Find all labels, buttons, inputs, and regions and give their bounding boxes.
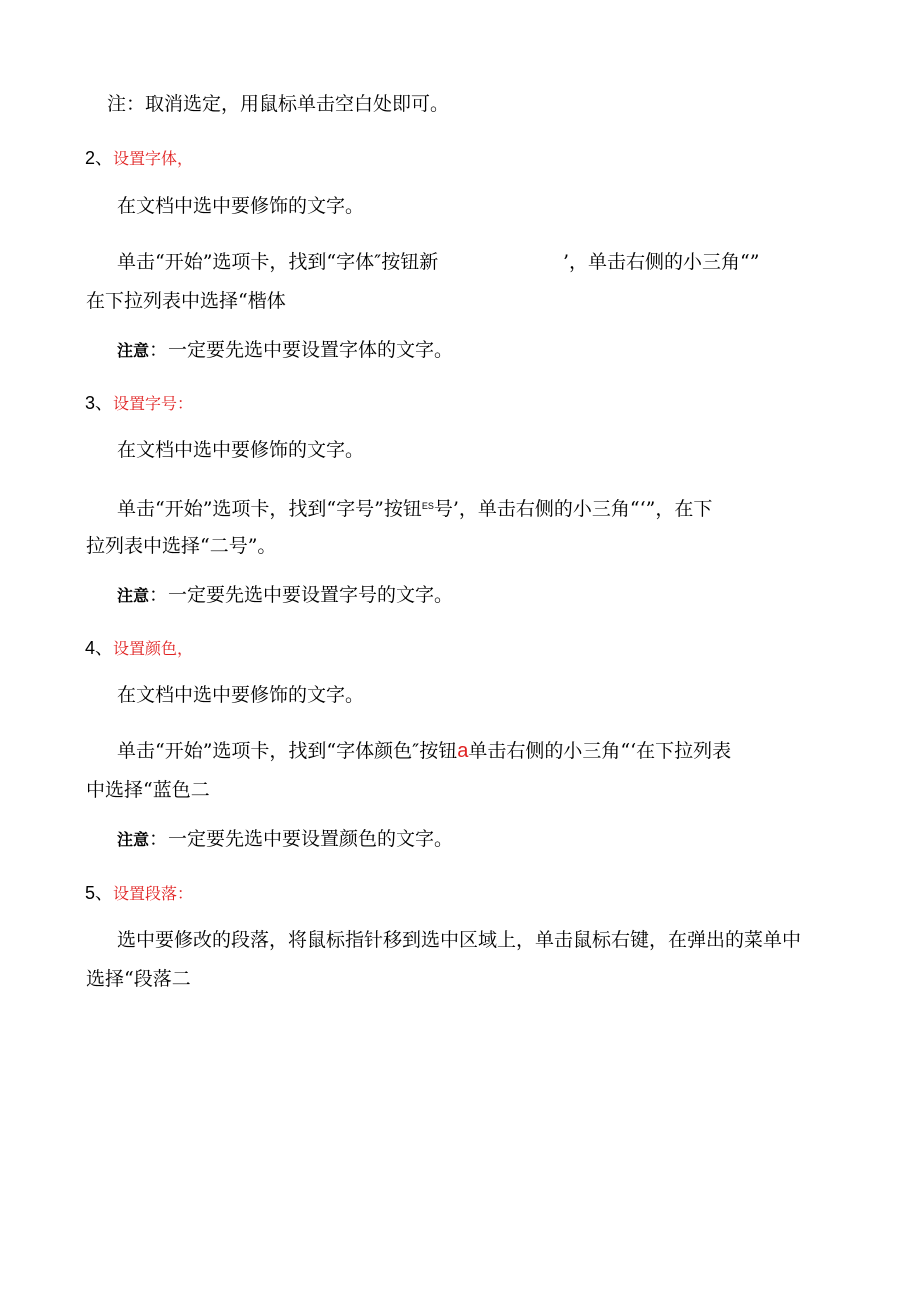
section-2-heading (85, 146, 193, 172)
section-5-title: 设置段落： (113, 886, 194, 903)
section-4-step-select: 在文档中选中要修饰的文字。 (117, 684, 365, 706)
section-4-title: 设置颜色， (113, 641, 194, 658)
font-color-button-icon: a (457, 740, 469, 762)
section-3-instruction-line2: 拉列表中选择“二号”。 (86, 535, 277, 557)
section-4-instruction-part2: 单击右侧的小三角“‘在下拉列表 (468, 740, 732, 762)
section-5-number: 5、 (85, 883, 114, 903)
section-2-step-select: 在文档中选中要修饰的文字。 (117, 195, 365, 217)
section-3-instruction-part2: 号’，单击右侧的小三角“‘”，在下 (433, 498, 713, 520)
section-3-step-select: 在文档中选中要修饰的文字。 (117, 439, 365, 461)
section-4-note-label: 注意 (117, 832, 150, 849)
section-2-note (117, 338, 453, 364)
section-4-instruction-line2: 中选择“蓝色二 (86, 779, 210, 801)
section-3-instruction-line1 (117, 494, 712, 521)
section-2-number: 2、 (85, 148, 114, 168)
section-4-note (117, 827, 453, 853)
section-3-note (117, 583, 453, 609)
section-2-note-text: ：一定要先选中要设置字体的文字。 (149, 339, 454, 361)
section-2-title: 设置字体， (113, 151, 194, 168)
section-4-heading (85, 636, 193, 662)
section-2-instruction-line1a: 单击“开始”选项卡，找到“字体″按钮新 (117, 251, 439, 273)
section-5-instruction-line1: 选中要修改的段落，将鼠标指针移到选中区域上，单击鼠标右键，在弹出的菜单中 (117, 929, 802, 951)
section-2-note-label: 注意 (117, 343, 150, 360)
section-3-instruction-part1: 单击“开始”选项卡，找到“字号”按钮 (117, 498, 422, 520)
font-size-button-icon: ES (421, 501, 434, 511)
section-4-number: 4、 (85, 638, 114, 658)
section-2-instruction-line1b: ’，单击右侧的小三角“” (563, 251, 760, 273)
section-4-instruction-part1: 单击“开始”选项卡，找到“字体颜色″按钮 (117, 740, 458, 762)
section-5-heading (85, 881, 193, 907)
section-3-title: 设置字号： (113, 396, 194, 413)
section-3-note-label: 注意 (117, 588, 150, 605)
section-4-instruction-line1 (117, 739, 731, 763)
section-3-number: 3、 (85, 393, 114, 413)
section-3-heading (85, 391, 193, 417)
section-5-instruction-line2: 选择“段落二 (86, 968, 191, 990)
section-2-instruction-line2: 在下拉列表中选择“楷体 (86, 290, 286, 312)
section-3-note-text: ：一定要先选中要设置字号的文字。 (149, 584, 454, 606)
note-deselect: 注：取消选定，用鼠标单击空白处即可。 (107, 93, 450, 115)
section-4-note-text: ：一定要先选中要设置颜色的文字。 (149, 828, 454, 850)
